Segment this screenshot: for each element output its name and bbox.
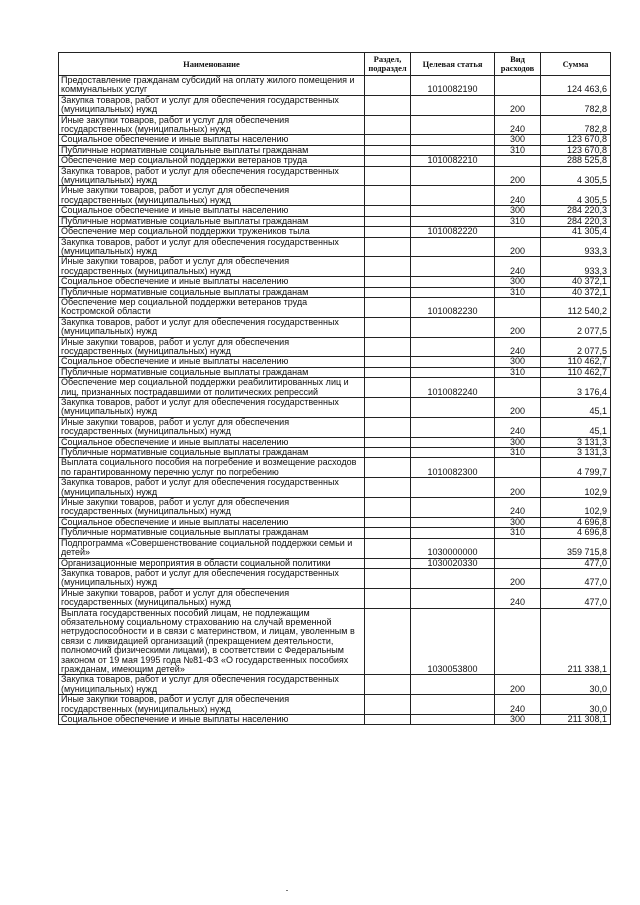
table-row	[59, 417, 611, 437]
table-row	[59, 277, 611, 287]
row-sum-cell: 2 077,5	[541, 317, 611, 337]
table-row	[59, 287, 611, 297]
row-target-cell	[411, 478, 495, 498]
table-row	[59, 237, 611, 257]
row-section-cell	[365, 715, 411, 725]
row-section-cell	[365, 277, 411, 287]
row-sum-cell: 359 715,8	[541, 538, 611, 558]
row-sum-cell: 4 696,8	[541, 517, 611, 527]
row-sum-cell: 477,0	[541, 588, 611, 608]
table-row	[59, 448, 611, 458]
table-row	[59, 115, 611, 135]
row-target-cell: 1030053800	[411, 608, 495, 675]
table-row	[59, 437, 611, 447]
row-kind-cell: 300	[495, 357, 541, 367]
row-name-cell: Закупка товаров, работ и услуг для обеспечения государственных (муниципальных) нужд	[59, 675, 365, 695]
row-section-cell	[365, 448, 411, 458]
table-row	[59, 145, 611, 155]
table-row	[59, 166, 611, 186]
row-name-cell: Иные закупки товаров, работ и услуг для обеспечения государственных (муниципальных) нужд	[59, 186, 365, 206]
table-row	[59, 297, 611, 317]
row-name-cell: Обеспечение мер социальной поддержки тружеников тыла	[59, 227, 365, 237]
row-section-cell	[365, 95, 411, 115]
table-row	[59, 715, 611, 725]
table-row	[59, 357, 611, 367]
table-row	[59, 498, 611, 518]
table-row	[59, 458, 611, 478]
row-sum-cell: 782,8	[541, 115, 611, 135]
row-target-cell	[411, 135, 495, 145]
row-kind-cell	[495, 297, 541, 317]
row-name-cell: Иные закупки товаров, работ и услуг для обеспечения государственных (муниципальных) нужд	[59, 588, 365, 608]
table-row	[59, 675, 611, 695]
row-name-cell: Обеспечение мер социальной поддержки ветеранов труда Костромской области	[59, 297, 365, 317]
table-row	[59, 588, 611, 608]
row-kind-cell	[495, 538, 541, 558]
table-row	[59, 206, 611, 216]
row-kind-cell: 200	[495, 317, 541, 337]
row-kind-cell: 240	[495, 257, 541, 277]
row-sum-cell: 124 463,6	[541, 76, 611, 96]
row-section-cell	[365, 498, 411, 518]
row-name-cell: Закупка товаров, работ и услуг для обеспечения государственных (муниципальных) нужд	[59, 237, 365, 257]
row-name-cell: Обеспечение мер социальной поддержки реабилитированных лиц и лиц, признанных пострадавшими от политических репрессий	[59, 378, 365, 398]
row-name-cell: Социальное обеспечение и иные выплаты населению	[59, 357, 365, 367]
row-sum-cell: 41 305,4	[541, 227, 611, 237]
row-section-cell	[365, 145, 411, 155]
row-name-cell: Публичные нормативные социальные выплаты гражданам	[59, 448, 365, 458]
row-target-cell	[411, 528, 495, 538]
row-kind-cell: 200	[495, 568, 541, 588]
row-kind-cell: 310	[495, 528, 541, 538]
table-header-row	[59, 53, 611, 76]
row-section-cell	[365, 76, 411, 96]
row-name-cell: Социальное обеспечение и иные выплаты населению	[59, 437, 365, 447]
row-sum-cell: 933,3	[541, 257, 611, 277]
row-target-cell	[411, 145, 495, 155]
row-sum-cell: 3 131,3	[541, 437, 611, 447]
row-section-cell	[365, 378, 411, 398]
row-target-cell	[411, 517, 495, 527]
row-section-cell	[365, 398, 411, 418]
row-target-cell	[411, 317, 495, 337]
row-kind-cell: 200	[495, 478, 541, 498]
table-row	[59, 558, 611, 568]
row-kind-cell	[495, 458, 541, 478]
row-kind-cell: 310	[495, 287, 541, 297]
row-name-cell: Публичные нормативные социальные выплаты гражданам	[59, 367, 365, 377]
row-kind-cell: 300	[495, 135, 541, 145]
row-kind-cell: 300	[495, 206, 541, 216]
row-target-cell: 1010082240	[411, 378, 495, 398]
row-kind-cell	[495, 76, 541, 96]
row-target-cell: 1010082300	[411, 458, 495, 478]
row-section-cell	[365, 417, 411, 437]
row-kind-cell: 310	[495, 448, 541, 458]
row-name-cell: Закупка товаров, работ и услуг для обеспечения государственных (муниципальных) нужд	[59, 317, 365, 337]
row-target-cell	[411, 115, 495, 135]
page-mark	[286, 890, 288, 891]
row-section-cell	[365, 297, 411, 317]
row-name-cell: Выплата социального пособия на погребение и возмещение расходов по гарантированному перечню услуг по погребению	[59, 458, 365, 478]
row-kind-cell	[495, 558, 541, 568]
row-sum-cell: 123 670,8	[541, 135, 611, 145]
row-section-cell	[365, 287, 411, 297]
row-name-cell: Предоставление гражданам субсидий на оплату жилого помещения и коммунальных услуг	[59, 76, 365, 96]
row-kind-cell	[495, 227, 541, 237]
row-name-cell: Обеспечение мер социальной поддержки ветеранов труда	[59, 156, 365, 166]
row-sum-cell: 4 305,5	[541, 186, 611, 206]
row-section-cell	[365, 227, 411, 237]
row-target-cell: 1010082230	[411, 297, 495, 317]
row-section-cell	[365, 538, 411, 558]
row-section-cell	[365, 237, 411, 257]
row-section-cell	[365, 156, 411, 166]
table-row	[59, 216, 611, 226]
table-row	[59, 608, 611, 675]
row-kind-cell: 300	[495, 517, 541, 527]
row-kind-cell: 200	[495, 166, 541, 186]
row-target-cell	[411, 675, 495, 695]
row-sum-cell: 211 308,1	[541, 715, 611, 725]
row-sum-cell: 284 220,3	[541, 206, 611, 216]
row-kind-cell: 240	[495, 337, 541, 357]
row-name-cell: Закупка товаров, работ и услуг для обеспечения государственных (муниципальных) нужд	[59, 398, 365, 418]
row-section-cell	[365, 135, 411, 145]
row-target-cell	[411, 398, 495, 418]
row-kind-cell	[495, 378, 541, 398]
row-section-cell	[365, 317, 411, 337]
row-name-cell: Иные закупки товаров, работ и услуг для обеспечения государственных (муниципальных) нужд	[59, 695, 365, 715]
row-target-cell	[411, 695, 495, 715]
row-target-cell	[411, 166, 495, 186]
row-sum-cell: 477,0	[541, 558, 611, 568]
row-sum-cell: 782,8	[541, 95, 611, 115]
row-target-cell	[411, 437, 495, 447]
table-body	[59, 76, 611, 725]
row-sum-cell: 2 077,5	[541, 337, 611, 357]
header-name: Наименование	[59, 53, 365, 76]
row-target-cell	[411, 568, 495, 588]
row-section-cell	[365, 517, 411, 527]
row-kind-cell: 300	[495, 715, 541, 725]
row-name-cell: Публичные нормативные социальные выплаты гражданам	[59, 145, 365, 155]
row-sum-cell: 4 305,5	[541, 166, 611, 186]
table-row	[59, 528, 611, 538]
row-name-cell: Социальное обеспечение и иные выплаты населению	[59, 715, 365, 725]
row-section-cell	[365, 675, 411, 695]
row-target-cell	[411, 257, 495, 277]
row-sum-cell: 477,0	[541, 568, 611, 588]
table-row	[59, 517, 611, 527]
row-name-cell: Социальное обеспечение и иные выплаты населению	[59, 206, 365, 216]
row-sum-cell: 3 131,3	[541, 448, 611, 458]
row-name-cell: Социальное обеспечение и иные выплаты населению	[59, 135, 365, 145]
row-section-cell	[365, 257, 411, 277]
table-row	[59, 568, 611, 588]
row-sum-cell: 40 372,1	[541, 277, 611, 287]
row-sum-cell: 112 540,2	[541, 297, 611, 317]
row-target-cell	[411, 277, 495, 287]
table-row	[59, 367, 611, 377]
row-section-cell	[365, 437, 411, 447]
row-kind-cell: 310	[495, 145, 541, 155]
row-kind-cell: 240	[495, 115, 541, 135]
row-section-cell	[365, 558, 411, 568]
row-sum-cell: 288 525,8	[541, 156, 611, 166]
table-row	[59, 257, 611, 277]
header-kind: Вид расходов	[495, 53, 541, 76]
row-kind-cell	[495, 608, 541, 675]
header-sum: Сумма	[541, 53, 611, 76]
row-name-cell: Закупка товаров, работ и услуг для обеспечения государственных (муниципальных) нужд	[59, 95, 365, 115]
row-target-cell: 1010082220	[411, 227, 495, 237]
row-target-cell	[411, 588, 495, 608]
header-target: Целевая статья	[411, 53, 495, 76]
header-section: Раздел, подраздел	[365, 53, 411, 76]
row-name-cell: Подпрограмма «Совершенствование социальной поддержки семьи и детей»	[59, 538, 365, 558]
row-name-cell: Публичные нормативные социальные выплаты гражданам	[59, 528, 365, 538]
row-target-cell	[411, 287, 495, 297]
table-row	[59, 695, 611, 715]
row-sum-cell: 102,9	[541, 478, 611, 498]
row-kind-cell: 300	[495, 277, 541, 287]
row-target-cell	[411, 206, 495, 216]
row-name-cell: Публичные нормативные социальные выплаты гражданам	[59, 216, 365, 226]
row-sum-cell: 45,1	[541, 417, 611, 437]
row-name-cell: Публичные нормативные социальные выплаты гражданам	[59, 287, 365, 297]
row-sum-cell: 30,0	[541, 695, 611, 715]
table-row	[59, 227, 611, 237]
row-kind-cell: 200	[495, 237, 541, 257]
row-section-cell	[365, 695, 411, 715]
table-row	[59, 478, 611, 498]
row-name-cell: Социальное обеспечение и иные выплаты населению	[59, 517, 365, 527]
row-target-cell: 1030020330	[411, 558, 495, 568]
row-target-cell	[411, 367, 495, 377]
row-sum-cell: 4 696,8	[541, 528, 611, 538]
row-sum-cell: 4 799,7	[541, 458, 611, 478]
row-section-cell	[365, 608, 411, 675]
row-kind-cell: 200	[495, 95, 541, 115]
row-name-cell: Закупка товаров, работ и услуг для обеспечения государственных (муниципальных) нужд	[59, 568, 365, 588]
row-target-cell	[411, 95, 495, 115]
row-target-cell	[411, 417, 495, 437]
table-row	[59, 95, 611, 115]
row-kind-cell: 240	[495, 417, 541, 437]
row-kind-cell: 310	[495, 367, 541, 377]
row-target-cell	[411, 498, 495, 518]
row-section-cell	[365, 588, 411, 608]
row-section-cell	[365, 478, 411, 498]
row-kind-cell: 240	[495, 588, 541, 608]
table-row	[59, 317, 611, 337]
row-name-cell: Выплата государственных пособий лицам, не подлежащим обязательному социальному страхованию на случай временной нетрудоспособности и в связи с материнством, и лицам, уволенным в связи с ликвидацией организаций (прекращением деятельности, полномочий физическими лицами), в соответствии с Федеральным законом от 19 мая 1995 года №81-ФЗ «О государственных пособиях гражданам, имеющим детей»	[59, 608, 365, 675]
row-name-cell: Закупка товаров, работ и услуг для обеспечения государственных (муниципальных) нужд	[59, 478, 365, 498]
row-sum-cell: 110 462,7	[541, 367, 611, 377]
row-kind-cell: 240	[495, 695, 541, 715]
row-section-cell	[365, 216, 411, 226]
row-sum-cell: 284 220,3	[541, 216, 611, 226]
row-target-cell	[411, 715, 495, 725]
row-sum-cell: 40 372,1	[541, 287, 611, 297]
row-sum-cell: 933,3	[541, 237, 611, 257]
row-sum-cell: 110 462,7	[541, 357, 611, 367]
budget-table-sheet	[58, 52, 610, 725]
row-name-cell: Социальное обеспечение и иные выплаты населению	[59, 277, 365, 287]
table-row	[59, 135, 611, 145]
row-kind-cell: 200	[495, 675, 541, 695]
row-section-cell	[365, 367, 411, 377]
row-kind-cell: 200	[495, 398, 541, 418]
row-sum-cell: 102,9	[541, 498, 611, 518]
row-name-cell: Иные закупки товаров, работ и услуг для обеспечения государственных (муниципальных) нужд	[59, 115, 365, 135]
table-row	[59, 538, 611, 558]
row-sum-cell: 45,1	[541, 398, 611, 418]
row-target-cell	[411, 186, 495, 206]
row-section-cell	[365, 115, 411, 135]
row-section-cell	[365, 166, 411, 186]
row-name-cell: Организационные мероприятия в области социальной политики	[59, 558, 365, 568]
row-kind-cell: 300	[495, 437, 541, 447]
row-name-cell: Иные закупки товаров, работ и услуг для обеспечения государственных (муниципальных) нужд	[59, 337, 365, 357]
row-section-cell	[365, 186, 411, 206]
table-row	[59, 156, 611, 166]
table-row	[59, 398, 611, 418]
row-target-cell: 1030000000	[411, 538, 495, 558]
table-row	[59, 186, 611, 206]
row-sum-cell: 30,0	[541, 675, 611, 695]
budget-table	[58, 52, 611, 725]
row-target-cell: 1010082210	[411, 156, 495, 166]
row-name-cell: Закупка товаров, работ и услуг для обеспечения государственных (муниципальных) нужд	[59, 166, 365, 186]
row-target-cell	[411, 448, 495, 458]
row-target-cell	[411, 337, 495, 357]
row-kind-cell: 240	[495, 498, 541, 518]
row-name-cell: Иные закупки товаров, работ и услуг для обеспечения государственных (муниципальных) нужд	[59, 498, 365, 518]
row-section-cell	[365, 568, 411, 588]
row-kind-cell	[495, 156, 541, 166]
row-target-cell	[411, 216, 495, 226]
row-sum-cell: 123 670,8	[541, 145, 611, 155]
row-section-cell	[365, 458, 411, 478]
row-sum-cell: 3 176,4	[541, 378, 611, 398]
row-kind-cell: 310	[495, 216, 541, 226]
row-section-cell	[365, 206, 411, 216]
table-row	[59, 337, 611, 357]
row-name-cell: Иные закупки товаров, работ и услуг для обеспечения государственных (муниципальных) нужд	[59, 257, 365, 277]
row-target-cell: 1010082190	[411, 76, 495, 96]
table-row	[59, 378, 611, 398]
row-target-cell	[411, 357, 495, 367]
row-section-cell	[365, 357, 411, 367]
table-row	[59, 76, 611, 96]
row-section-cell	[365, 528, 411, 538]
row-sum-cell: 211 338,1	[541, 608, 611, 675]
row-name-cell: Иные закупки товаров, работ и услуг для обеспечения государственных (муниципальных) нужд	[59, 417, 365, 437]
row-section-cell	[365, 337, 411, 357]
row-target-cell	[411, 237, 495, 257]
row-kind-cell: 240	[495, 186, 541, 206]
